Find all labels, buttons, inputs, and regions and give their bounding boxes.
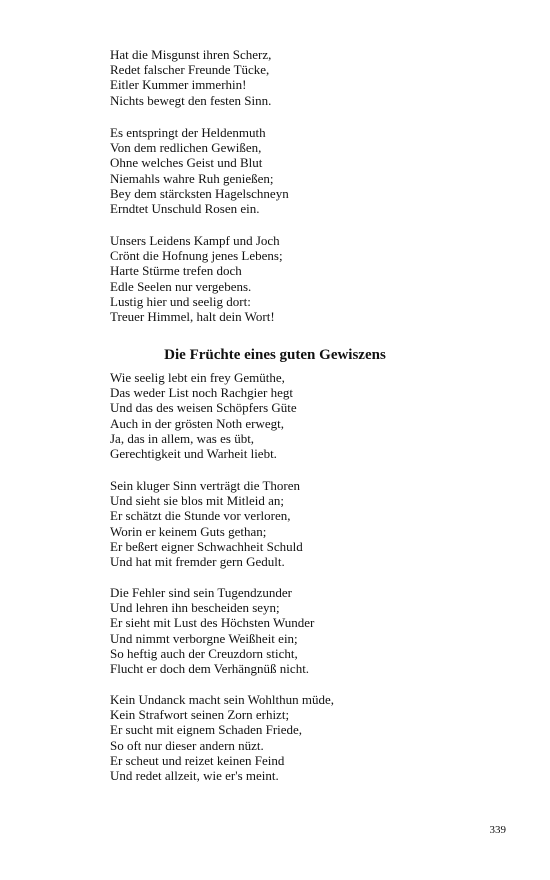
verse-line: Crönt die Hofnung jenes Lebens; xyxy=(110,248,283,264)
verse-line: So heftig auch der Creuzdorn sticht, xyxy=(110,645,298,661)
verse-line: Von dem redlichen Gewißen, xyxy=(110,140,262,156)
verse-line: Er scheut und reizet keinen Feind xyxy=(110,752,285,768)
poem-title: Die Früchte eines guten Gewiszens xyxy=(164,347,386,363)
verse-line: Die Fehler sind sein Tugendzunder xyxy=(110,585,292,600)
verse-line: Auch in der grösten Noth erwegt, xyxy=(110,415,285,431)
verse-line: Niemahls wahre Ruh genießen; xyxy=(110,170,274,186)
verse-line: Flucht er doch dem Verhängnüß nicht. xyxy=(110,661,310,677)
verse-line: Es entspringt der Heldenmuth xyxy=(110,125,266,140)
verse-line: Er sieht mit Lust des Höchsten Wunder xyxy=(110,615,315,631)
verse-line: Lustig hier und seelig dort: xyxy=(110,293,251,309)
verse-line: Hat die Misgunst ihren Scherz, xyxy=(110,47,272,62)
stanza-2 xyxy=(110,125,289,216)
verse-line: Kein Undanck macht sein Wohlthun müde, xyxy=(110,692,335,707)
verse-line: Treuer Himmel, halt dein Wort! xyxy=(110,309,275,325)
verse-line: So oft nur dieser andern nüzt. xyxy=(110,737,264,753)
verse-line: Unsers Leidens Kampf und Joch xyxy=(110,233,280,248)
verse-line: Ja, das in allem, was es übt, xyxy=(110,430,255,446)
stanza-5 xyxy=(110,478,303,569)
stanza-1 xyxy=(110,47,271,108)
verse-line: Er sucht mit eignem Schaden Friede, xyxy=(110,722,303,738)
verse-line: Das weder List noch Rachgier hegt xyxy=(110,385,294,401)
verse-line: Harte Stürme trefen doch xyxy=(110,263,242,279)
stanza-7 xyxy=(110,692,334,783)
verse-line: Kein Strafwort seinen Zorn erhizt; xyxy=(110,707,290,723)
verse-line: Eitler Kummer immerhin! xyxy=(110,77,247,93)
verse-line: Worin er keinem Guts gethan; xyxy=(110,523,267,539)
verse-line: Und hat mit fremder gern Gedult. xyxy=(110,554,285,570)
verse-line: Wie seelig lebt ein frey Gemüthe, xyxy=(110,370,285,385)
verse-line: Gerechtigkeit und Warheit liebt. xyxy=(110,446,277,462)
stanza-4 xyxy=(110,370,297,461)
verse-line: Er beßert eigner Schwachheit Schuld xyxy=(110,538,303,554)
verse-line: Und das des weisen Schöpfers Güte xyxy=(110,400,297,416)
verse-line: Sein kluger Sinn verträgt die Thoren xyxy=(110,478,301,493)
verse-line: Und nimmt verborgne Weißheit ein; xyxy=(110,630,298,646)
verse-line: Erndtet Unschuld Rosen ein. xyxy=(110,201,260,217)
verse-line: Edle Seelen nur vergebens. xyxy=(110,278,252,294)
verse-line: Er schätzt die Stunde vor verloren, xyxy=(110,508,291,524)
verse-line: Redet falscher Freunde Tücke, xyxy=(110,62,270,78)
verse-line: Nichts bewegt den festen Sinn. xyxy=(110,92,272,108)
verse-line: Bey dem stärcksten Hagelschneyn xyxy=(110,185,289,201)
verse-line: Und redet allzeit, wie er's meint. xyxy=(110,768,279,784)
stanza-3 xyxy=(110,233,283,324)
verse-line: Und lehren ihn bescheiden seyn; xyxy=(110,600,280,616)
page-number: 339 xyxy=(489,824,506,836)
stanza-6 xyxy=(110,585,314,676)
verse-line: Ohne welches Geist und Blut xyxy=(110,155,263,171)
verse-line: Und sieht sie blos mit Mitleid an; xyxy=(110,493,285,509)
